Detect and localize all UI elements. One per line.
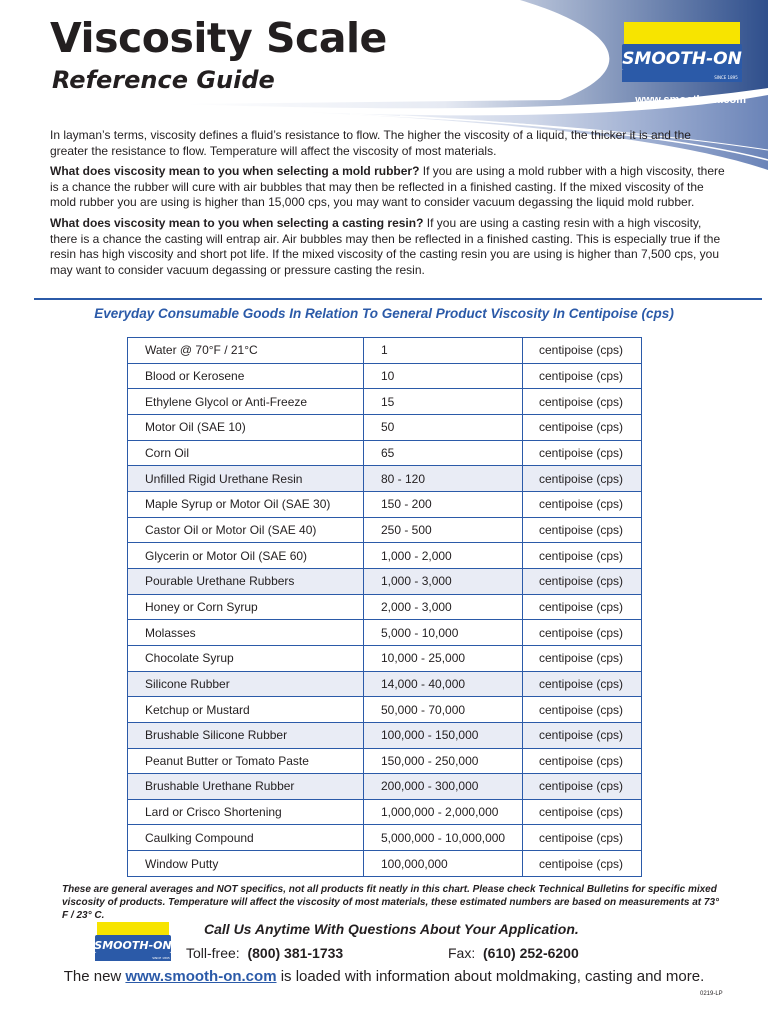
material-name: Caulking Compound xyxy=(128,825,364,851)
viscosity-unit: centipoise (cps) xyxy=(523,389,642,415)
material-name: Castor Oil or Motor Oil (SAE 40) xyxy=(128,517,364,543)
logo-footer-since: SINCE 1895 xyxy=(152,956,170,960)
viscosity-value: 100,000 - 150,000 xyxy=(364,722,523,748)
viscosity-unit: centipoise (cps) xyxy=(523,568,642,594)
viscosity-value: 50 xyxy=(364,414,523,440)
viscosity-unit: centipoise (cps) xyxy=(523,543,642,569)
material-name: Molasses xyxy=(128,620,364,646)
page-subtitle: Reference Guide xyxy=(52,66,275,94)
document-code: 0219-LP xyxy=(700,991,723,997)
viscosity-table xyxy=(127,337,642,877)
table-row xyxy=(128,722,642,748)
casting-resin-question: What does viscosity mean to you when selecting a casting resin? xyxy=(50,215,424,230)
viscosity-unit: centipoise (cps) xyxy=(523,825,642,851)
viscosity-unit: centipoise (cps) xyxy=(523,671,642,697)
footer-website-link[interactable]: www.smooth-on.com xyxy=(125,968,277,985)
intro-paragraph: In layman’s terms, viscosity defines a fluid’s resistance to flow. The higher the viscosity of a liquid, the thicker it is and the greater the resistance to flow. Temperature will affect the viscosity of most materials. xyxy=(50,128,691,158)
tollfree-number[interactable]: (800) 381-1733 xyxy=(247,945,344,961)
viscosity-unit: centipoise (cps) xyxy=(523,594,642,620)
material-name: Unfilled Rigid Urethane Resin xyxy=(128,466,364,492)
viscosity-value: 1,000 - 2,000 xyxy=(364,543,523,569)
viscosity-value: 1,000 - 3,000 xyxy=(364,568,523,594)
viscosity-value: 65 xyxy=(364,440,523,466)
casting-resin-paragraph xyxy=(50,216,726,278)
tollfree-label: Toll-free: xyxy=(186,945,240,961)
table-caption: Everyday Consumable Goods In Relation To General Product Viscosity In Centipoise (cps) xyxy=(94,306,674,321)
material-name: Blood or Kerosene xyxy=(128,363,364,389)
material-name: Silicone Rubber xyxy=(128,671,364,697)
footnote: These are general averages and NOT specifics, not all products fit neatly in this chart. Please check Technical Bulletins for specific mixed viscosity of products. Temperature will affect the viscosity of most materials, these estimated numbers are based on measurements at 73° F / 23° C. xyxy=(62,884,720,921)
table-row xyxy=(128,825,642,851)
promo-prefix: The new xyxy=(63,968,126,985)
intro-section xyxy=(50,128,726,283)
viscosity-unit: centipoise (cps) xyxy=(523,440,642,466)
material-name: Chocolate Syrup xyxy=(128,645,364,671)
logo-since: SINCE 1895 xyxy=(714,75,738,80)
viscosity-value: 50,000 - 70,000 xyxy=(364,697,523,723)
material-name: Corn Oil xyxy=(128,440,364,466)
smooth-on-logo xyxy=(618,20,746,86)
call-us-text: Call Us Anytime With Questions About Your Application. xyxy=(204,921,579,937)
viscosity-value: 15 xyxy=(364,389,523,415)
table-row xyxy=(128,568,642,594)
viscosity-unit: centipoise (cps) xyxy=(523,363,642,389)
website-promo xyxy=(0,968,768,985)
fax-number: (610) 252-6200 xyxy=(483,945,579,961)
viscosity-unit: centipoise (cps) xyxy=(523,851,642,877)
material-name: Brushable Urethane Rubber xyxy=(128,774,364,800)
table-row xyxy=(128,414,642,440)
table-row xyxy=(128,851,642,877)
table-row xyxy=(128,543,642,569)
material-name: Motor Oil (SAE 10) xyxy=(128,414,364,440)
section-divider xyxy=(34,298,762,300)
table-row xyxy=(128,671,642,697)
viscosity-value: 1,000,000 - 2,000,000 xyxy=(364,799,523,825)
material-name: Maple Syrup or Motor Oil (SAE 30) xyxy=(128,491,364,517)
mold-rubber-paragraph xyxy=(50,164,726,211)
website-link[interactable]: www.smooth-on.com xyxy=(635,94,746,106)
mold-rubber-answer: If you are using a mold rubber with a high viscosity, there is a chance the rubber will cure with air bubbles that may then be reflected in a finished casting. If the mixed viscosity of the mold rubber you are using is higher than 15,000 cps, you may want to consider vacuum degassing the liquid mold rubber. xyxy=(50,164,725,210)
casting-resin-answer: If you are using a casting resin with a high viscosity, there is a chance the casting will entrap air. Air bubbles may then be reflected in a finished casting. This is especially true if the resin has high viscosity and short pot life. If the mixed viscosity of the casting resin you are using is higher than 7,500 cps, you may want to consider vacuum degassing or pressure casting the resin. xyxy=(50,215,721,277)
table-row xyxy=(128,363,642,389)
table-row xyxy=(128,440,642,466)
viscosity-value: 200,000 - 300,000 xyxy=(364,774,523,800)
viscosity-value: 150,000 - 250,000 xyxy=(364,748,523,774)
viscosity-unit: centipoise (cps) xyxy=(523,414,642,440)
tollfree-line xyxy=(186,945,343,961)
table-row xyxy=(128,645,642,671)
viscosity-value: 5,000 - 10,000 xyxy=(364,620,523,646)
viscosity-value: 1 xyxy=(364,338,523,364)
viscosity-value: 250 - 500 xyxy=(364,517,523,543)
viscosity-unit: centipoise (cps) xyxy=(523,517,642,543)
material-name: Pourable Urethane Rubbers xyxy=(128,568,364,594)
material-name: Peanut Butter or Tomato Paste xyxy=(128,748,364,774)
viscosity-unit: centipoise (cps) xyxy=(523,466,642,492)
material-name: Ketchup or Mustard xyxy=(128,697,364,723)
viscosity-value: 5,000,000 - 10,000,000 xyxy=(364,825,523,851)
table-row xyxy=(128,491,642,517)
table-row xyxy=(128,748,642,774)
viscosity-unit: centipoise (cps) xyxy=(523,774,642,800)
viscosity-value: 100,000,000 xyxy=(364,851,523,877)
viscosity-unit: centipoise (cps) xyxy=(523,799,642,825)
material-name: Window Putty xyxy=(128,851,364,877)
viscosity-value: 150 - 200 xyxy=(364,491,523,517)
viscosity-value: 14,000 - 40,000 xyxy=(364,671,523,697)
table-row xyxy=(128,774,642,800)
viscosity-unit: centipoise (cps) xyxy=(523,338,642,364)
table-row xyxy=(128,799,642,825)
viscosity-unit: centipoise (cps) xyxy=(523,620,642,646)
logo-footer-text: SMOOTH-ON xyxy=(94,939,172,952)
promo-suffix: is loaded with information about moldmaking, casting and more. xyxy=(276,968,705,985)
material-name: Lard or Crisco Shortening xyxy=(128,799,364,825)
table-row xyxy=(128,389,642,415)
table-row xyxy=(128,338,642,364)
table-row xyxy=(128,466,642,492)
logo-text: SMOOTH-ON xyxy=(622,49,742,69)
material-name: Glycerin or Motor Oil (SAE 60) xyxy=(128,543,364,569)
table-row xyxy=(128,594,642,620)
mold-rubber-question: What does viscosity mean to you when selecting a mold rubber? xyxy=(50,164,420,179)
viscosity-value: 10,000 - 25,000 xyxy=(364,645,523,671)
fax-label: Fax: xyxy=(448,945,476,961)
fax-line xyxy=(448,945,579,961)
viscosity-value: 80 - 120 xyxy=(364,466,523,492)
page-title: Viscosity Scale xyxy=(50,14,387,62)
material-name: Brushable Silicone Rubber xyxy=(128,722,364,748)
viscosity-unit: centipoise (cps) xyxy=(523,722,642,748)
material-name: Honey or Corn Syrup xyxy=(128,594,364,620)
viscosity-unit: centipoise (cps) xyxy=(523,491,642,517)
viscosity-value: 10 xyxy=(364,363,523,389)
viscosity-unit: centipoise (cps) xyxy=(523,748,642,774)
smooth-on-logo-footer xyxy=(93,920,173,964)
table-row xyxy=(128,697,642,723)
table-row xyxy=(128,517,642,543)
viscosity-unit: centipoise (cps) xyxy=(523,645,642,671)
table-row xyxy=(128,620,642,646)
viscosity-value: 2,000 - 3,000 xyxy=(364,594,523,620)
material-name: Ethylene Glycol or Anti-Freeze xyxy=(128,389,364,415)
viscosity-unit: centipoise (cps) xyxy=(523,697,642,723)
material-name: Water @ 70°F / 21°C xyxy=(128,338,364,364)
